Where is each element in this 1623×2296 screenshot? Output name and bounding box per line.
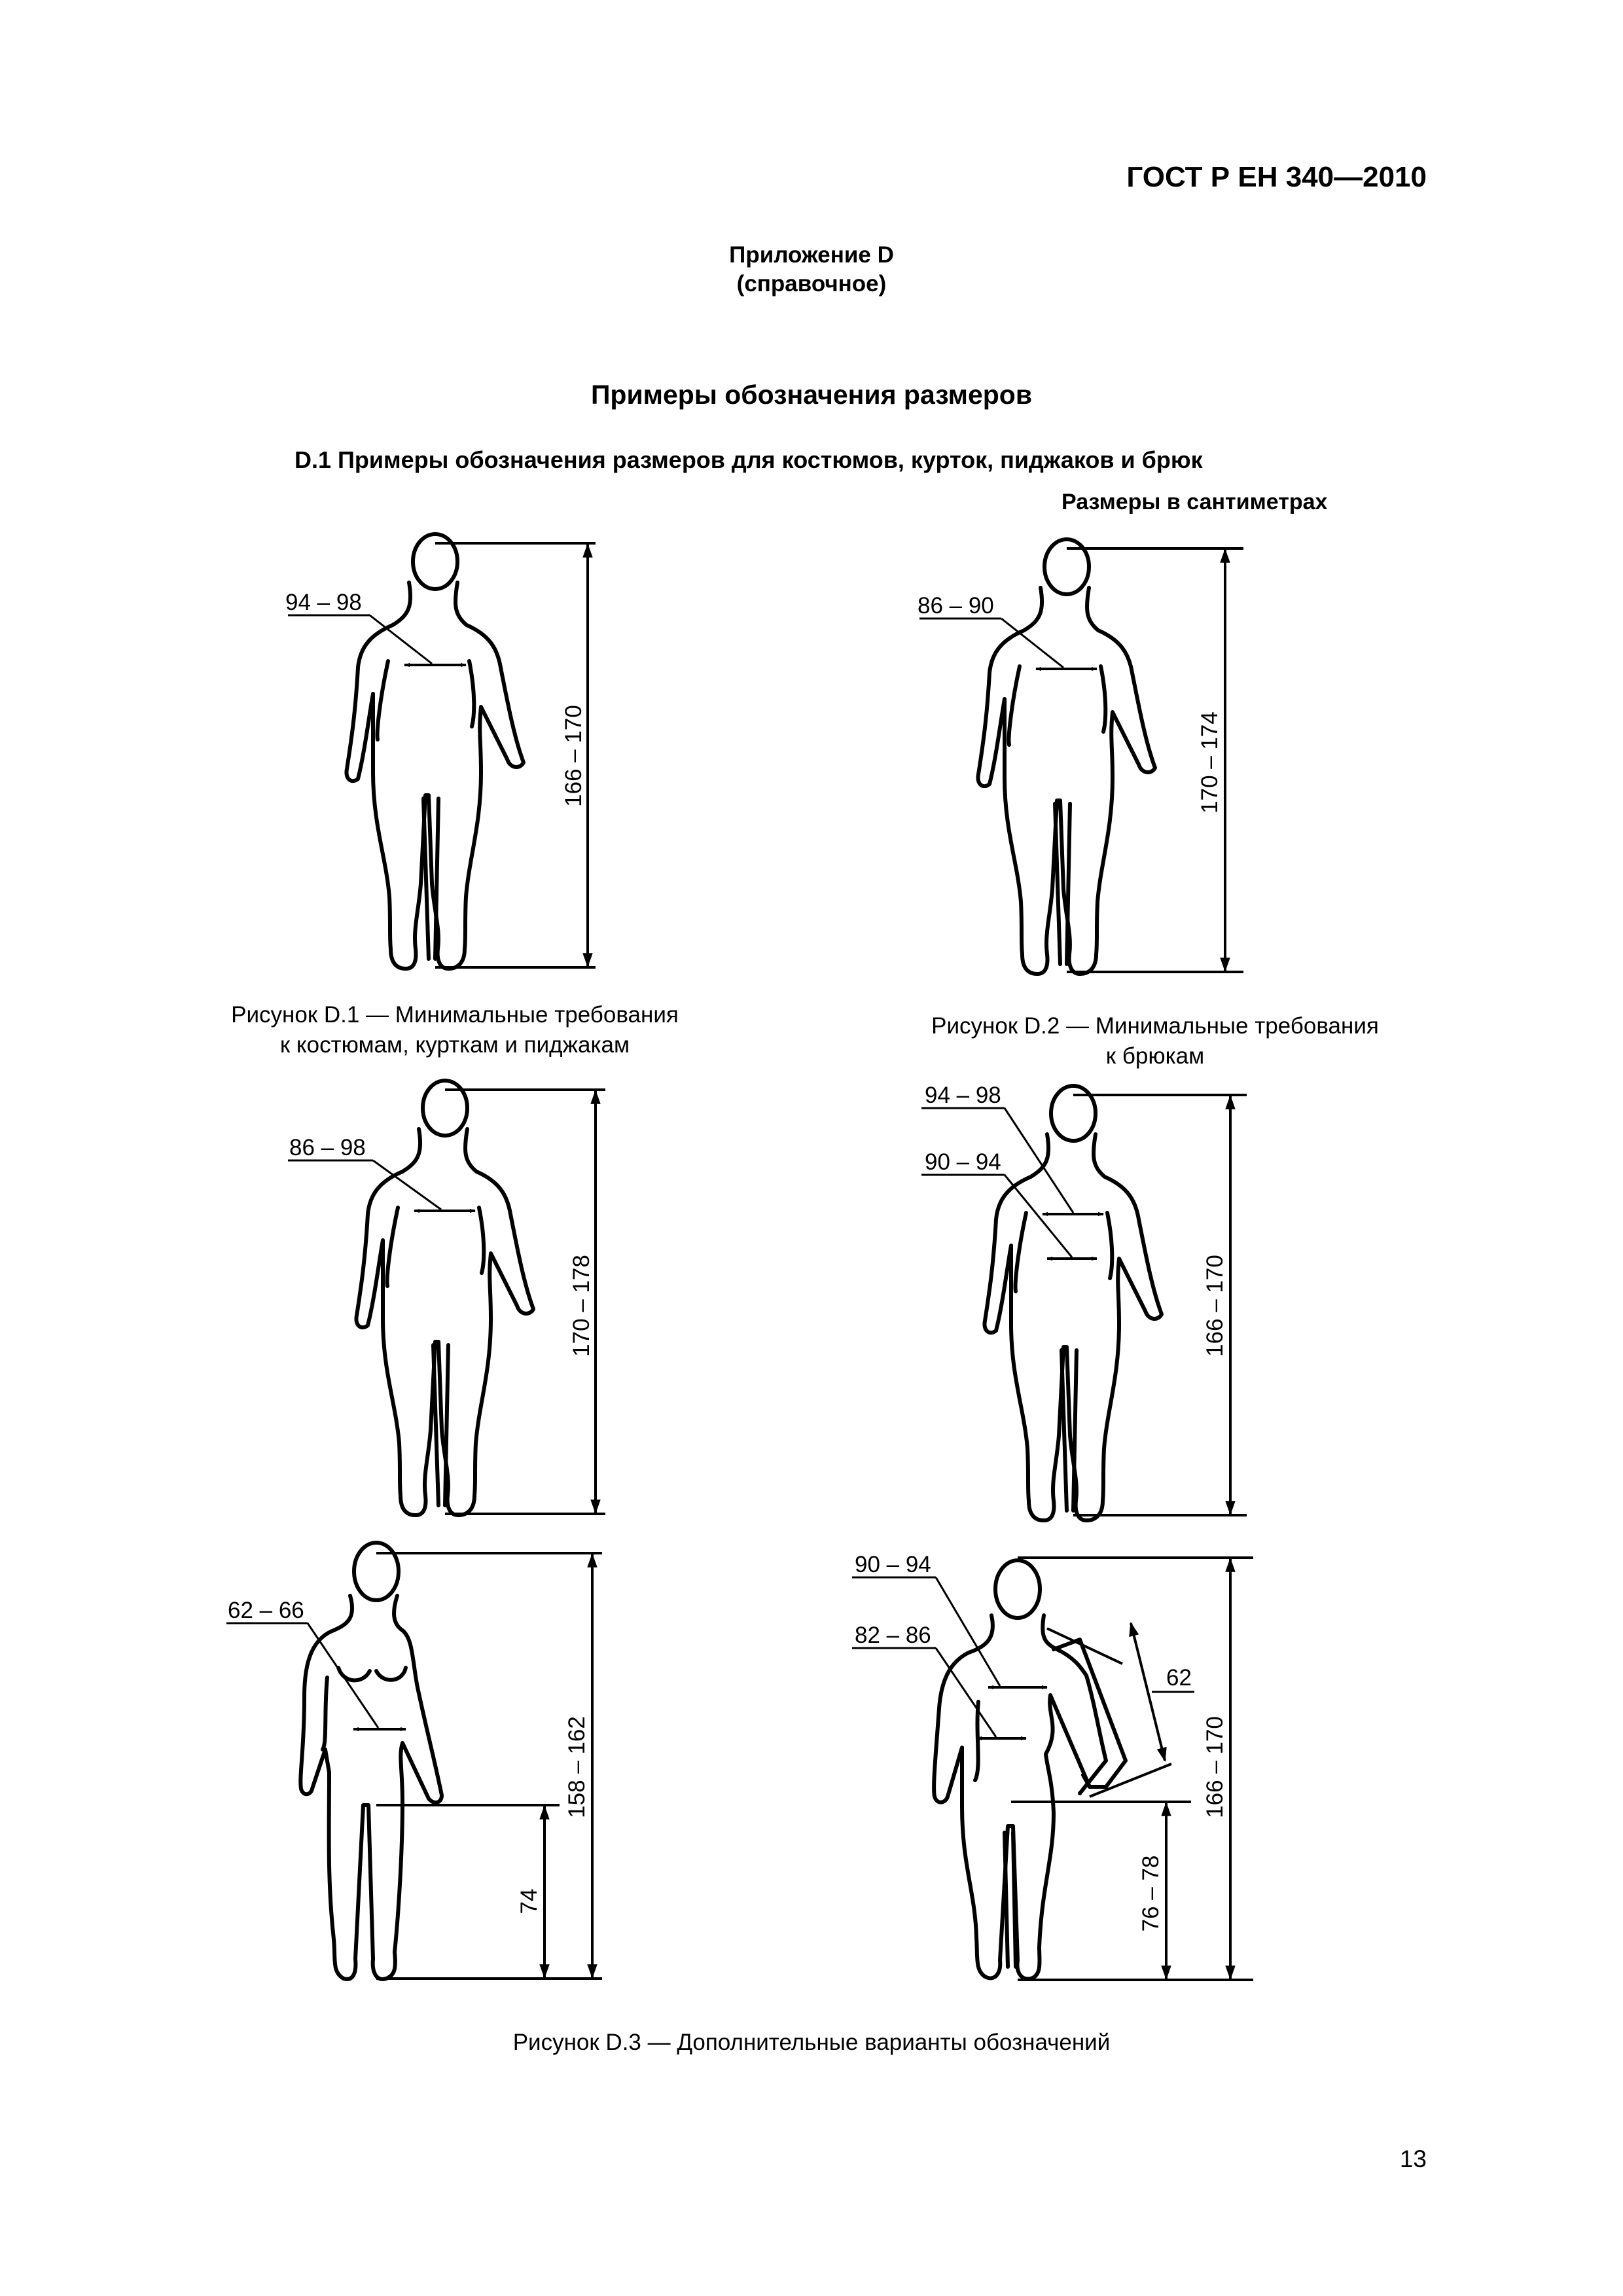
body-silhouette-d3c [300,1543,442,1979]
inside-leg-label: 74 [516,1888,542,1914]
height-label: 166 – 170 [1202,1255,1228,1357]
figure-d3c [226,1543,602,1979]
caption-line: Рисунок D.2 — Минимальные требования [931,1013,1379,1039]
body-silhouette-d3b [984,1086,1162,1520]
figure-d2-caption [828,1011,1482,1071]
page-number: 13 [1399,2145,1427,2172]
figure-d3d [852,1552,1253,1980]
caption-line: к костюмам, курткам и пиджакам [279,1032,630,1058]
waist-label: 90 – 94 [925,1149,1001,1175]
units-note: Размеры в сантиметрах [1061,490,1328,514]
inside-leg-label: 76 – 78 [1138,1855,1164,1932]
chest-label: 94 – 98 [925,1083,1001,1108]
height-label: 166 – 170 [561,705,586,807]
height-label: 170 – 178 [569,1255,594,1357]
body-silhouette-d3a [356,1081,533,1515]
figure-d3-caption: Рисунок D.3 — Дополнительные варианты обозначений [512,2030,1111,2055]
sleeve-guide [1106,1620,1132,1672]
leader-line [1005,1108,1073,1213]
chest-label: 94 – 98 [285,590,362,615]
figure-d1 [285,534,596,969]
leader-line [936,1648,996,1737]
height-label: 158 – 162 [564,1716,590,1818]
figure-d1-caption [141,1000,769,1060]
body-silhouette-d1 [346,534,524,969]
waist-label: 62 – 66 [228,1598,304,1623]
annex-kind: (справочное) [736,271,887,296]
annex-title: Приложение D [729,242,894,268]
caption-line: к брюкам [1105,1043,1205,1069]
leader-line [370,615,432,664]
waist-label: 86 – 90 [918,593,994,619]
figure-d3b [921,1083,1247,1520]
leader-line [1005,1175,1072,1257]
section-subtitle: D.1 Примеры обозначения размеров для костюмов, курток, пиджаков и брюк [294,446,1203,473]
section-title: Примеры обозначения размеров [590,380,1033,410]
chest-label: 86 – 98 [289,1135,366,1160]
document-code: ГОСТ Р ЕН 340—2010 [1126,161,1427,193]
waist-label: 82 – 86 [855,1623,931,1648]
chest-label: 90 – 94 [855,1552,931,1577]
body-silhouette-d2 [978,539,1155,974]
height-label: 170 – 174 [1197,711,1222,814]
height-label: 166 – 170 [1202,1716,1228,1818]
sleeve-label: 62 [1166,1665,1192,1691]
figure-d3a [288,1081,605,1515]
caption-line: Рисунок D.1 — Минимальные требования [231,1002,679,1028]
figure-d2 [918,539,1243,974]
